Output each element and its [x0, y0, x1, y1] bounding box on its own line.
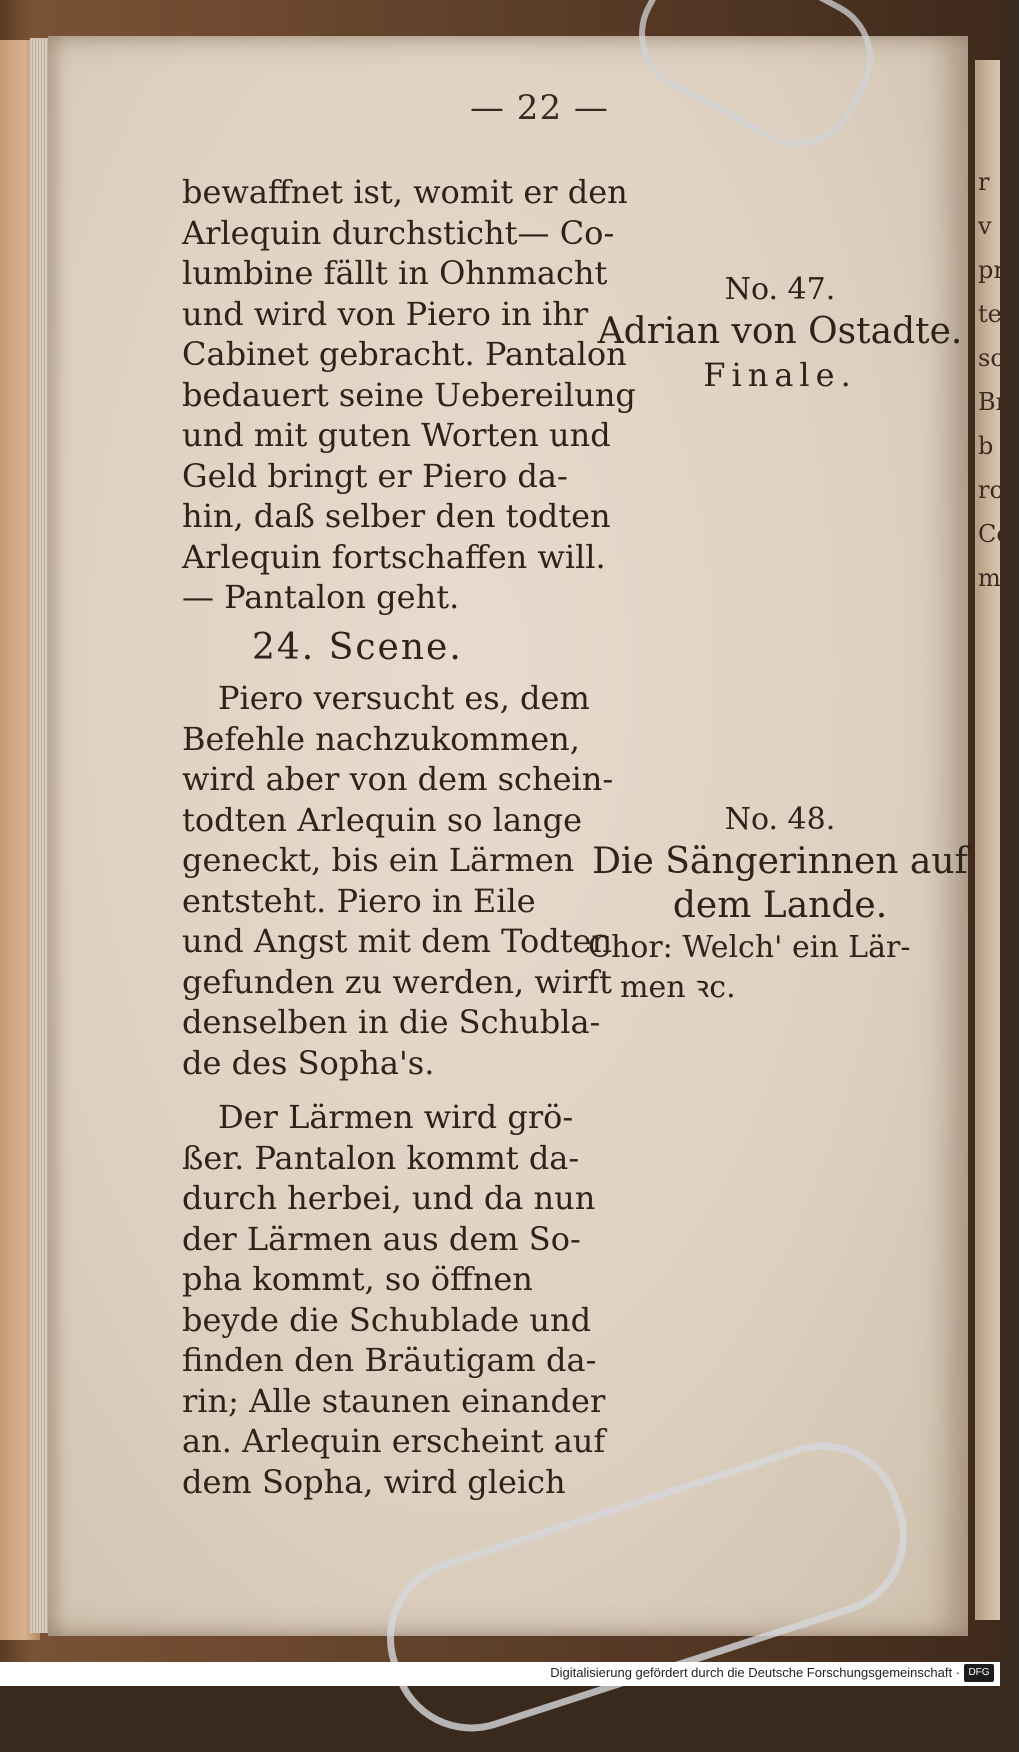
text-line: de des Sopha's.: [182, 1043, 435, 1082]
text-line: geneckt, bis ein Lärmen: [182, 841, 575, 879]
next-page-gutter-text: r v pr ter sch Br b ro' Co mi: [978, 168, 1019, 592]
dfg-logo-icon: DFG: [964, 1664, 994, 1682]
text-line: Der Lärmen wird grö-: [218, 1098, 574, 1136]
text-line: bewaffnet ist, womit er den: [182, 173, 628, 211]
paragraph-b: [182, 678, 614, 1083]
text-line: und mit guten Worten und: [182, 416, 611, 454]
text-line: Arlequin durchsticht— Co-: [182, 213, 615, 252]
entry-title-line-1: Die Sängerinnen auf: [592, 841, 968, 882]
footer-credit: Digitalisierung gefördert durch die Deutsche Forschungsgemeinschaft ·: [550, 1665, 960, 1680]
text-line: todten Arlequin so lange: [182, 800, 583, 839]
entry-title-line-2: dem Lande.: [672, 885, 888, 926]
entry-47: [580, 270, 980, 396]
paragraph-a: [182, 172, 636, 618]
text-line: lumbine fällt in Ohnmacht: [182, 254, 608, 292]
text-line: ßer. Pantalon kommt da-: [182, 1138, 580, 1177]
entry-subtitle: Finale.: [703, 356, 857, 394]
text-line: Cabinet gebracht. Pantalon: [182, 335, 627, 373]
entry-number: No. 48.: [724, 802, 836, 837]
text-line: der Lärmen aus dem So-: [182, 1219, 581, 1258]
entry-48: [580, 800, 980, 1008]
chor-line-2: men ꝛc.: [620, 970, 736, 1005]
text-line: und Angst mit dem Todten: [182, 922, 613, 960]
text-line: finden den Bräutigam da-: [182, 1341, 597, 1379]
text-line: entsteht. Piero in Eile: [182, 881, 536, 920]
text-line: an. Arlequin erscheint auf: [182, 1422, 606, 1460]
text-line: — Pantalon geht.: [182, 578, 460, 616]
entry-title: Adrian von Ostadte.: [597, 311, 963, 352]
text-line: denselben in die Schubla-: [182, 1003, 601, 1041]
text-line: pha kommt, so öffnen: [182, 1260, 533, 1298]
entry-number: No. 47.: [724, 272, 836, 307]
text-line: hin, daß selber den todten: [182, 497, 611, 535]
text-line: rin; Alle staunen einander: [182, 1381, 606, 1420]
text-line: und wird von Piero in ihr: [182, 294, 589, 333]
paragraph-gap: [182, 1083, 572, 1097]
text-line: beyde die Schublade und: [182, 1300, 592, 1339]
text-line: Befehle nachzukommen,: [182, 719, 580, 758]
text-line: durch herbei, und da nun: [182, 1179, 596, 1217]
page-number: — 22 —: [470, 88, 609, 128]
text-line: Geld bringt er Piero da-: [182, 456, 568, 495]
left-text-column: [182, 172, 636, 1502]
text-line: Piero versucht es, dem: [218, 679, 590, 717]
footer-bar: [0, 1662, 1000, 1686]
text-line: wird aber von dem schein-: [182, 760, 614, 798]
text-line: bedauert seine Uebereilung: [182, 375, 636, 414]
text-line: Arlequin fortschaffen will.: [182, 537, 606, 576]
text-line: gefunden zu werden, wirft: [182, 962, 612, 1001]
scene-heading: 24. Scene.: [252, 626, 463, 668]
paragraph-c: [182, 1097, 606, 1502]
chor-line-1: Chor: Welch' ein Lär-: [588, 930, 911, 965]
text-line: dem Sopha, wird gleich: [182, 1462, 566, 1501]
